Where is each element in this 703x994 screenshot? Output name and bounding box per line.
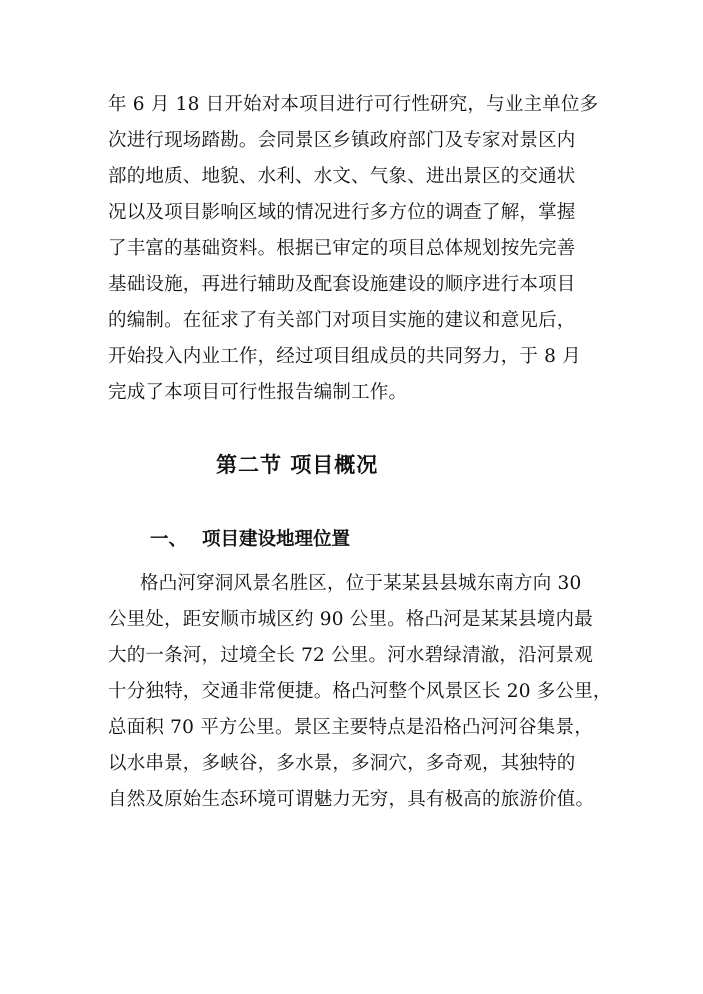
paragraph-2-line-1: 格凸河穿洞风景名胜区，位于某某县县城东南方向 30: [140, 573, 582, 594]
paragraph-2-line-7: 自然及原始生态环境可谓魅力无穷，具有极高的旅游价值。: [108, 789, 595, 810]
paragraph-2-line-3: 大的一条河，过境全长 72 公里。河水碧绿清澈，沿河景观: [108, 645, 593, 666]
paragraph-1-line-1: 年 6 月 18 日开始对本项目进行可行性研究，与业主单位多: [108, 94, 599, 115]
paragraph-1-line-5: 了丰富的基础资料。根据已审定的项目总体规划按先完善: [108, 238, 576, 259]
paragraph-1-line-8: 开始投入内业工作，经过项目组成员的共同努力，于 8 月: [108, 346, 581, 367]
paragraph-1-line-6: 基础设施，再进行辅助及配套设施建设的顺序进行本项目: [108, 274, 576, 295]
paragraph-1-line-3: 部的地质、地貌、水利、水文、气象、进出景区的交通状: [108, 166, 576, 187]
paragraph-2-line-6: 以水串景，多峡谷，多水景，多洞穴，多奇观，其独特的: [108, 753, 576, 774]
paragraph-2-line-4: 十分独特，交通非常便捷。格凸河整个风景区长 20 多公里，: [108, 681, 612, 702]
section-title: 第二节 项目概况: [216, 453, 379, 477]
paragraph-1-line-2: 次进行现场踏勘。会同景区乡镇政府部门及专家对景区内: [108, 130, 576, 151]
paragraph-2-line-2: 公里处，距安顺市城区约 90 公里。格凸河是某某县境内最: [108, 609, 593, 630]
paragraph-1-line-4: 况以及项目影响区域的情况进行多方位的调查了解，掌握: [108, 202, 576, 223]
paragraph-1-line-7: 的编制。在征求了有关部门对项目实施的建议和意见后，: [108, 310, 576, 331]
paragraph-2-line-5: 总面积 70 平方公里。景区主要特点是沿格凸河河谷集景，: [108, 717, 593, 738]
subsection-number: 一、: [150, 529, 188, 550]
subsection-title: 项目建设地理位置: [202, 529, 351, 550]
paragraph-1-line-9: 完成了本项目可行性报告编制工作。: [108, 382, 408, 403]
